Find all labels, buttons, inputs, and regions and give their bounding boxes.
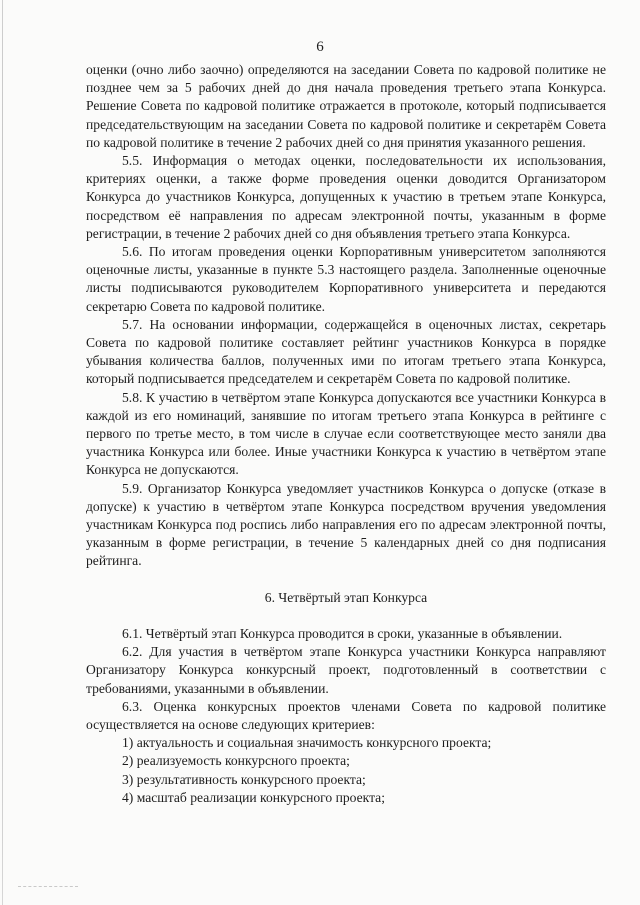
page-number: 6	[316, 39, 324, 55]
paragraph-6-2: 6.2. Для участия в четвёртом этапе Конкурса участники Конкурса направляют Организатору Конкурса конкурсный проект, подготовленный в соответствии с требованиями, указанными в объявлении.	[86, 644, 606, 696]
paragraph-continued: оценки (очно либо заочно) определяются на заседании Совета по кадровой политике не позднее чем за 5 рабочих дней до дня начала проведения третьего этапа Конкурса. Решение Совета по кадровой политике отражается в протоколе, который подписывается председательствующим на заседании Совета по кадровой политике и секретарём Совета по кадровой политике в течение 2 рабочих дней со дня принятия указанного решения.	[86, 62, 606, 150]
paragraph-6-3: 6.3. Оценка конкурсных проектов членами Совета по кадровой политике осуществляется на основе следующих критериев:	[86, 698, 606, 732]
criterion-item: 2) реализуемость конкурсного проекта;	[122, 753, 350, 769]
criterion-item: 3) результативность конкурсного проекта;	[122, 771, 366, 787]
scan-edge	[2, 0, 3, 905]
document-body	[86, 61, 606, 807]
criterion-item: 4) масштаб реализации конкурсного проекта;	[122, 789, 385, 805]
paragraph-5-6: 5.6. По итогам проведения оценки Корпоративным университетом заполняются оценочные листы, указанные в пункте 5.3 настоящего раздела. Заполненные оценочные листы подписываются руководителем Корпоративного университета и передаются секретарю Совета по кадровой политике.	[86, 244, 606, 314]
paragraph-5-5: 5.5. Информация о методах оценки, последовательности их использования, критериях оценки, а также форме проведения оценки доводится Организатором Конкурса до участников Конкурса, допущенных к участию в третьем этапе Конкурса, посредством её направления по адресам электронной почты, указанным в форме регистрации, в течение 2 рабочих дней со дня объявления третьего этапа Конкурса.	[86, 153, 606, 241]
scan-artifact	[18, 886, 78, 888]
paragraph-5-7: 5.7. На основании информации, содержащейся в оценочных листах, секретарь Совета по кадровой политике составляет рейтинг участников Конкурса в порядке убывания количества баллов, полученных ими по итогам третьего этапа Конкурса, который подписывается председателем и секретарём Совета по кадровой политике.	[86, 316, 606, 387]
paragraph-5-8: 5.8. К участию в четвёртом этапе Конкурса допускаются все участники Конкурса в каждой из его номинаций, занявшие по итогам третьего этапа Конкурса в рейтинге с первого по третье место, в том числе в случае если соответствующее место заняли два участника Конкурса или более. Иные участники Конкурса к участию в четвёртом этапе Конкурса не допускаются.	[86, 389, 606, 478]
criterion-item: 1) актуальность и социальная значимость конкурсного проекта;	[122, 735, 492, 751]
paragraph-5-9: 5.9. Организатор Конкурса уведомляет участников Конкурса о допуске (отказе в допуске) к участию в четвёртом этапе Конкурса посредством вручения уведомления участникам Конкурса под роспись либо направления его по адресам электронной почты, указанным в форме регистрации, в течение 5 календарных дней со дня подписания рейтинга.	[86, 480, 606, 569]
paragraph-6-1: 6.1. Четвёртый этап Конкурса проводится в сроки, указанные в объявлении.	[122, 625, 563, 641]
section-heading: 6. Четвёртый этап Конкурса	[264, 589, 428, 605]
